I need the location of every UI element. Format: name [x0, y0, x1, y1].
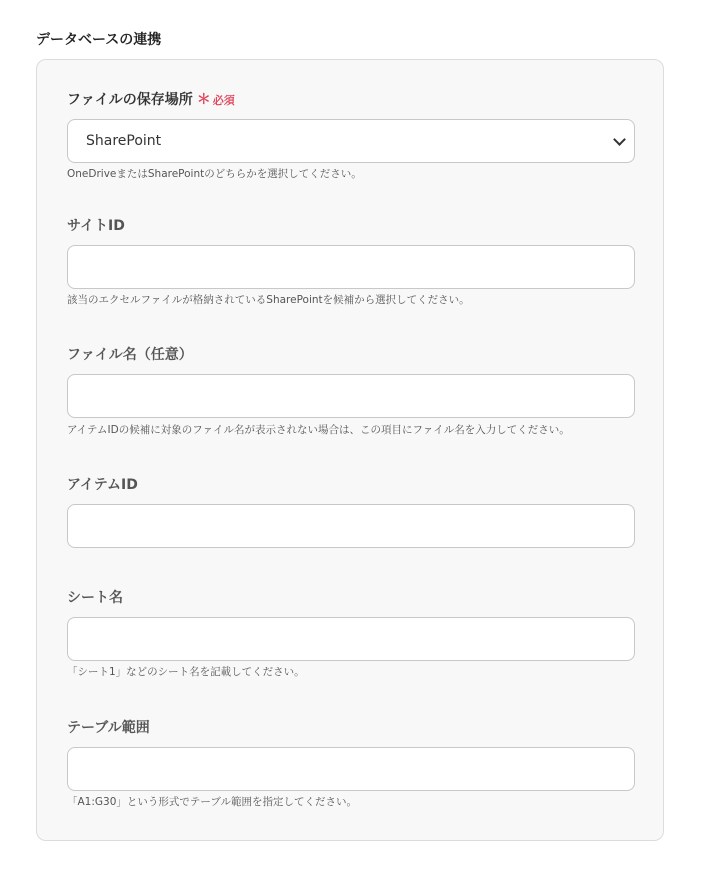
- location-help: OneDriveまたはSharePointのどちらかを選択してください。: [67, 168, 362, 180]
- table-range-help: 「A1:G30」という形式でテーブル範囲を指定してください。: [67, 796, 357, 808]
- site-id-help: 該当のエクセルファイルが格納されているSharePointを候補から選択してください。: [67, 294, 470, 306]
- table-range-label: テーブル範囲: [67, 720, 150, 736]
- sheet-name-input[interactable]: [67, 617, 635, 661]
- file-name-label: ファイル名（任意）: [67, 347, 193, 363]
- sheet-name-label: シート名: [67, 590, 123, 606]
- required-badge: 必須: [212, 94, 235, 107]
- site-id-input[interactable]: [67, 245, 635, 289]
- file-name-help: アイテムIDの候補に対象のファイル名が表示されない場合は、この項目にファイル名を入力してください。: [67, 424, 570, 436]
- location-selected-value: SharePoint: [86, 133, 162, 149]
- item-id-label: アイテムID: [67, 477, 138, 493]
- site-id-label: サイトID: [67, 218, 125, 234]
- chevron-down-icon: [613, 133, 626, 146]
- sheet-name-help: 「シート1」などのシート名を記載してください。: [67, 666, 305, 678]
- required-asterisk-icon: ＊: [196, 92, 211, 108]
- location-label: [67, 90, 235, 111]
- item-id-input[interactable]: [67, 504, 635, 548]
- section-title: データベースの連携: [36, 32, 162, 48]
- database-connection-panel: [36, 59, 664, 841]
- location-label-text: ファイルの保存場所: [67, 92, 193, 108]
- table-range-input[interactable]: [67, 747, 635, 791]
- location-select[interactable]: [67, 119, 635, 163]
- file-name-input[interactable]: [67, 374, 635, 418]
